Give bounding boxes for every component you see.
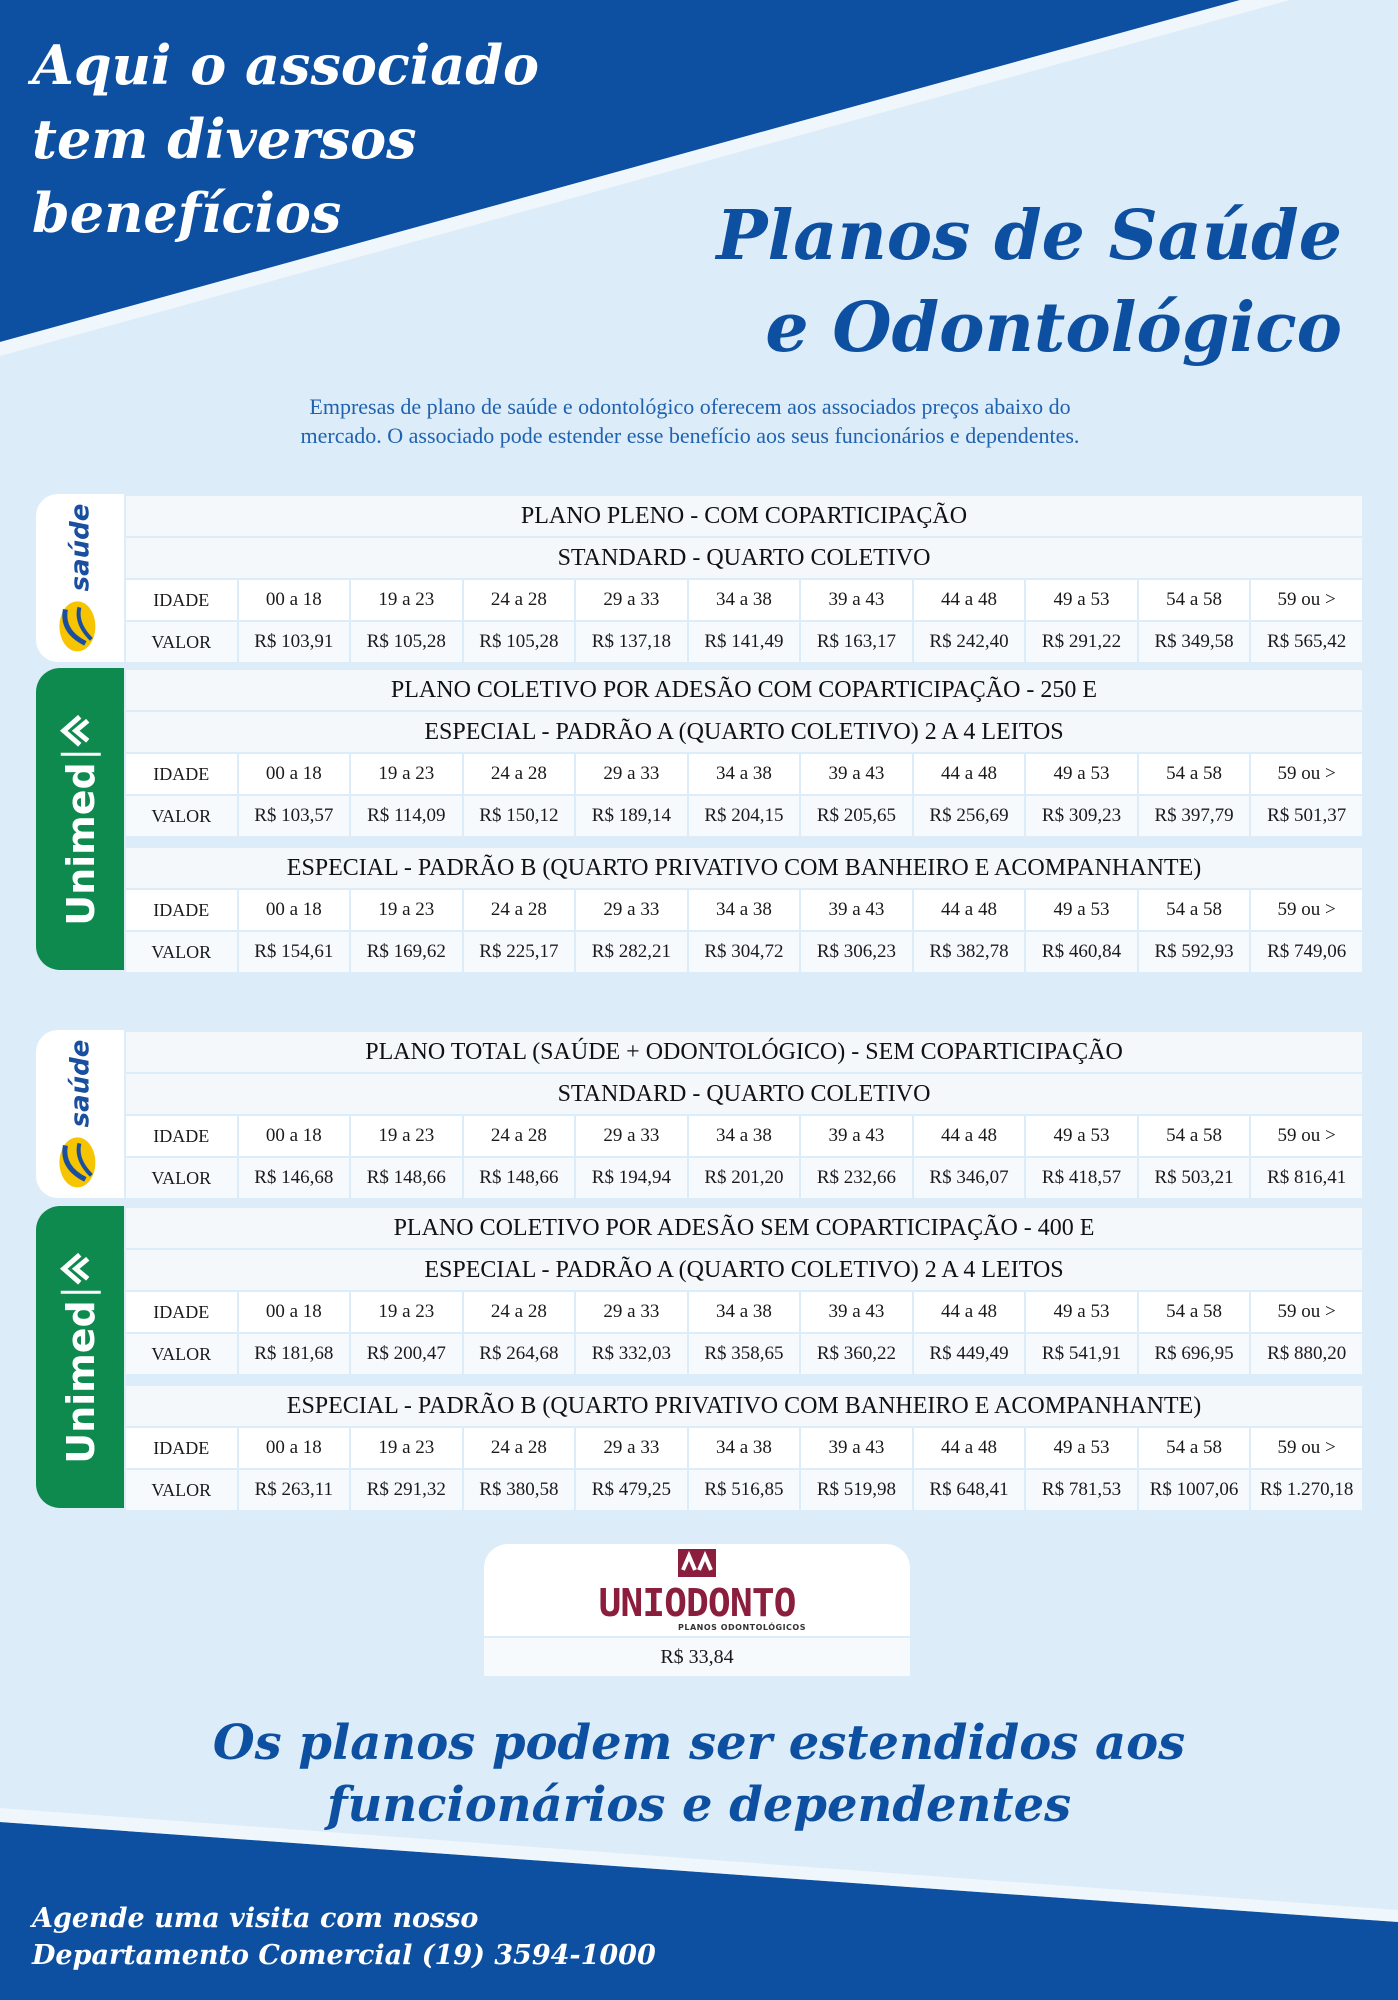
sf-saude-logo: saúde xyxy=(36,1030,124,1198)
plan-subheader: STANDARD - QUARTO COLETIVO xyxy=(125,537,1363,579)
plan-header: PLANO COLETIVO POR ADESÃO COM COPARTICIPAÇÃO - 250 E xyxy=(125,669,1363,711)
age-row: IDADE 00 a 18 19 a 23 24 a 28 29 a 33 34 a 38 39 a 43 44 a 48 49 a 53 54 a 58 59 ou > xyxy=(125,889,1363,931)
value-row: VALOR R$ 103,57 R$ 114,09 R$ 150,12 R$ 189,14 R$ 204,15 R$ 205,65 R$ 256,69 R$ 309,23 R$ 397,79 R$ 501,37 xyxy=(125,795,1363,837)
price-table xyxy=(124,1384,1364,1512)
plan-subheader: ESPECIAL - PADRÃO A (QUARTO COLETIVO) 2 A 4 LEITOS xyxy=(125,1249,1363,1291)
age-row: IDADE 00 a 18 19 a 23 24 a 28 29 a 33 34 a 38 39 a 43 44 a 48 49 a 53 54 a 58 59 ou > xyxy=(125,1115,1363,1157)
uniodonto-logo: UNIODONTO PLANOS ODONTOLÓGICOS xyxy=(484,1544,910,1636)
intro-text: Empresas de plano de saúde e odontológico oferecem aos associados preços abaixo do mercado. O associado pode estender esse benefício aos seus funcionários e dependentes. xyxy=(300,394,1080,448)
uniodonto-price: R$ 33,84 xyxy=(484,1636,910,1676)
value-row: VALOR R$ 146,68 R$ 148,66 R$ 148,66 R$ 194,94 R$ 201,20 R$ 232,66 R$ 346,07 R$ 418,57 R$ 503,21 R$ 816,41 xyxy=(125,1157,1363,1199)
price-table xyxy=(124,1030,1364,1200)
plan-subheader: ESPECIAL - PADRÃO A (QUARTO COLETIVO) 2 A 4 LEITOS xyxy=(125,711,1363,753)
value-row: VALOR R$ 154,61 R$ 169,62 R$ 225,17 R$ 282,21 R$ 304,72 R$ 306,23 R$ 382,78 R$ 460,84 R$ 592,93 R$ 749,06 xyxy=(125,931,1363,973)
unimed-logo: Unimed xyxy=(36,668,124,970)
sf-saude-logo-icon xyxy=(56,599,105,653)
unimed-tree-icon xyxy=(58,713,103,747)
value-row: VALOR R$ 181,68 R$ 200,47 R$ 264,68 R$ 332,03 R$ 358,65 R$ 360,22 R$ 449,49 R$ 541,91 R$ 696,95 R$ 880,20 xyxy=(125,1333,1363,1375)
age-row: IDADE 00 a 18 19 a 23 24 a 28 29 a 33 34 a 38 39 a 43 44 a 48 49 a 53 54 a 58 59 ou > xyxy=(125,753,1363,795)
age-row: IDADE 00 a 18 19 a 23 24 a 28 29 a 33 34 a 38 39 a 43 44 a 48 49 a 53 54 a 58 59 ou > xyxy=(125,1427,1363,1469)
age-row: IDADE 00 a 18 19 a 23 24 a 28 29 a 33 34 a 38 39 a 43 44 a 48 49 a 53 54 a 58 59 ou > xyxy=(125,1291,1363,1333)
uniodonto-logo-icon xyxy=(677,1548,717,1583)
uniodonto-card xyxy=(484,1544,910,1676)
plan-header: ESPECIAL - PADRÃO B (QUARTO PRIVATIVO COM BANHEIRO E ACOMPANHANTE) xyxy=(125,847,1363,889)
price-table xyxy=(124,494,1364,664)
value-row: VALOR R$ 263,11 R$ 291,32 R$ 380,58 R$ 479,25 R$ 516,85 R$ 519,98 R$ 648,41 R$ 781,53 R$ 1007,06 R$ 1.270,18 xyxy=(125,1469,1363,1511)
page-title: Planos de Saúde e Odontológico xyxy=(716,196,1342,368)
plan-block-unimed-250 xyxy=(36,668,1364,970)
price-table xyxy=(124,1206,1364,1376)
unimed-tree-icon xyxy=(58,1251,103,1285)
plan-header: ESPECIAL - PADRÃO B (QUARTO PRIVATIVO COM BANHEIRO E ACOMPANHANTE) xyxy=(125,1385,1363,1427)
sf-saude-logo: saúde xyxy=(36,494,124,662)
closing-message: Os planos podem ser estendidos aos funcionários e dependentes xyxy=(212,1715,1186,1833)
unimed-logo: Unimed xyxy=(36,1206,124,1508)
value-row: VALOR R$ 103,91 R$ 105,28 R$ 105,28 R$ 137,18 R$ 141,49 R$ 163,17 R$ 242,40 R$ 291,22 R$ 349,58 R$ 565,42 xyxy=(125,621,1363,663)
price-table xyxy=(124,668,1364,838)
plan-block-sf-pleno xyxy=(36,494,1364,662)
footer-contact: Agende uma visita com nosso Departamento Comercial (19) 3594-1000 xyxy=(32,1903,656,1971)
plan-header: PLANO COLETIVO POR ADESÃO SEM COPARTICIPAÇÃO - 400 E xyxy=(125,1207,1363,1249)
plan-subheader: STANDARD - QUARTO COLETIVO xyxy=(125,1073,1363,1115)
age-row: IDADE 00 a 18 19 a 23 24 a 28 29 a 33 34 a 38 39 a 43 44 a 48 49 a 53 54 a 58 59 ou > xyxy=(125,579,1363,621)
plan-header: PLANO PLENO - COM COPARTICIPAÇÃO xyxy=(125,495,1363,537)
plan-block-sf-total xyxy=(36,1030,1364,1198)
sf-saude-logo-icon xyxy=(56,1135,105,1189)
price-table xyxy=(124,846,1364,974)
headline: Aqui o associado tem diversos benefícios xyxy=(32,33,540,245)
plan-block-unimed-400 xyxy=(36,1206,1364,1508)
plan-header: PLANO TOTAL (SAÚDE + ODONTOLÓGICO) - SEM COPARTICIPAÇÃO xyxy=(125,1031,1363,1073)
